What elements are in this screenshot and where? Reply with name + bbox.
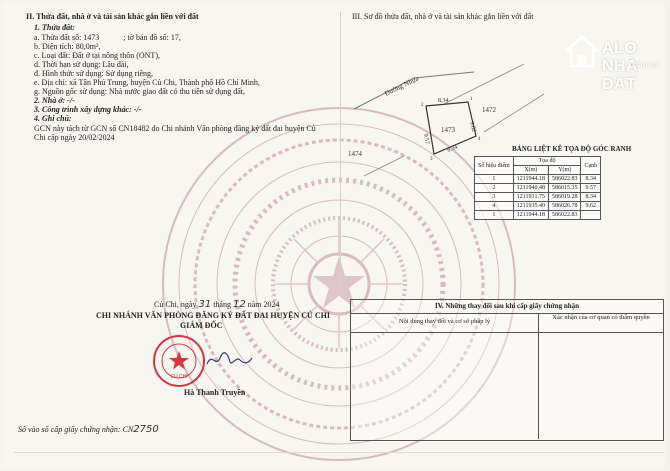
- changes-col-content: Nội dung thay đổi và cơ sở pháp lý: [398, 318, 491, 325]
- day-handwritten: 31: [198, 299, 212, 310]
- registry-label: Số vào sổ cấp giấy chứng nhận: CN: [18, 425, 134, 434]
- dimension-bottom: 8.34: [446, 144, 459, 154]
- year-text: năm 2024: [247, 300, 280, 309]
- notes-heading: 4. Ghi chú:: [34, 114, 72, 123]
- table-row: [475, 193, 601, 202]
- note-line-1: GCN này tách từ GCN số CN18482 do Chi nhánh Văn phòng đăng ký đất đai huyện Củ: [34, 124, 316, 133]
- watermark-domain: .com.vn: [630, 60, 659, 69]
- alonhadat-watermark-logo: [564, 30, 666, 93]
- neighbor-boundary: [444, 64, 524, 104]
- term-line: d. Thời hạn sử dụng: Lâu dài,: [34, 60, 129, 69]
- land-parcel-heading: 1. Thửa đất:: [34, 23, 76, 32]
- cell-edge: 8.34: [581, 193, 601, 202]
- director-title: GIÁM ĐỐC: [180, 321, 223, 330]
- cell-x: 1211944.18: [513, 175, 548, 184]
- changes-column-line: [538, 313, 539, 439]
- place-date-prefix: Củ Chi, ngày: [154, 300, 197, 309]
- col-coords: Tọa độ: [513, 157, 581, 166]
- road-edge: [414, 72, 474, 78]
- cell-x: 1211944.18: [513, 211, 548, 220]
- table-row: [475, 211, 601, 220]
- map-sheet-text: ; tờ bản đồ số: 17,: [123, 33, 181, 42]
- registry-number-line: [18, 425, 159, 435]
- cell-edge: 9.57: [581, 184, 601, 193]
- usage-form-line: đ. Hình thức sử dụng: Sử dụng riêng,: [34, 69, 154, 78]
- cell-y: 586019.28: [548, 193, 581, 202]
- coordinate-table-title: BẢNG LIỆT KÊ TỌA ĐỘ GÓC RANH: [512, 145, 632, 153]
- cell-point: 1: [475, 175, 514, 184]
- cell-point: 3: [475, 193, 514, 202]
- certificate-page: [4, 4, 666, 467]
- changes-section: [350, 299, 664, 441]
- table-row: [475, 175, 601, 184]
- signer-name: Hà Thanh Truyền: [184, 388, 246, 397]
- neighbor-boundary: [364, 156, 404, 176]
- col-x: X(m): [513, 166, 548, 175]
- cell-edge: [581, 211, 601, 220]
- house-icon: [564, 34, 600, 70]
- dimension-right: 9.62: [468, 120, 477, 133]
- origin-line: g. Nguồn gốc sử dụng: Nhà nước giao đất có thu tiền sử dụng đất,: [34, 87, 245, 96]
- parcel-number-value: 1473: [83, 33, 100, 42]
- dimension-left: 9.57: [422, 133, 430, 145]
- cell-y: 586022.83: [548, 211, 581, 220]
- cell-edge: 9.62: [581, 202, 601, 211]
- director-signature: [204, 346, 254, 372]
- house-line: 2. Nhà ở: -/-: [34, 96, 75, 105]
- road-label: Đường Nhựa: [383, 74, 420, 98]
- column-divider: [340, 12, 341, 292]
- month-handwritten: 12: [232, 299, 246, 310]
- land-type-line: c. Loại đất: Đất ở tại nông thôn (ONT),: [34, 51, 160, 60]
- neighbor-1474: 1474: [348, 150, 362, 158]
- corner-point-3: 3: [430, 157, 433, 162]
- cell-point: 4: [475, 202, 514, 211]
- dimension-top: 8.34: [438, 98, 449, 104]
- corner-point-4: 4: [478, 137, 481, 142]
- cell-point: 1: [475, 211, 514, 220]
- place-date-line: [154, 300, 279, 310]
- changes-title: IV. Những thay đổi sau khi cấp giấy chứng nhận: [434, 302, 580, 310]
- note-line-2: Chi cấp ngày 20/02/2024: [34, 133, 115, 142]
- parcel-number-label: 1473: [441, 126, 455, 134]
- address-line: e. Địa chỉ: xã Tân Phú Trung, huyện Củ Chi, Thành phố Hồ Chí Minh,: [34, 78, 260, 87]
- cell-y: 586026.78: [548, 202, 581, 211]
- parcel-number-label: a. Thửa đất số:: [34, 33, 84, 42]
- corner-point-1: 1: [470, 97, 473, 102]
- neighbor-1472: 1472: [482, 106, 496, 114]
- stamp-text: CỦ CHI: [170, 374, 188, 380]
- corner-point-2: 2: [421, 103, 424, 108]
- col-point: Số hiệu điểm: [475, 157, 514, 175]
- section-3-title: III. Sơ đồ thửa đất, nhà ở và tài sản khác gắn liền với đất: [352, 12, 534, 21]
- table-row: [475, 202, 601, 211]
- col-y: Y(m): [548, 166, 581, 175]
- cell-edge: 8.34: [581, 175, 601, 184]
- cell-point: 2: [475, 184, 514, 193]
- changes-col-confirmation: Xác nhận của cơ quan có thẩm quyền: [552, 314, 650, 321]
- watermark-name: ALO NHÀ ĐẤT: [602, 40, 639, 93]
- cell-x: 1211931.75: [513, 193, 548, 202]
- bottom-divider: [14, 452, 664, 453]
- registry-number-handwritten: 2750: [133, 424, 159, 435]
- changes-header-line: [351, 332, 663, 333]
- cell-x: 1211940.48: [513, 184, 548, 193]
- area-line: b. Diện tích: 80,0m²,: [34, 42, 101, 51]
- cell-y: 586022.83: [548, 175, 581, 184]
- month-word: tháng: [213, 300, 231, 309]
- red-seal-stamp: [152, 334, 206, 388]
- table-row: [475, 184, 601, 193]
- coordinate-table: [474, 156, 601, 220]
- cell-y: 586015.35: [548, 184, 581, 193]
- other-construction-line: 3. Công trình xây dựng khác: -/-: [34, 105, 142, 114]
- cell-x: 1211935.40: [513, 202, 548, 211]
- issuing-office: CHI NHÁNH VĂN PHÒNG ĐĂNG KÝ ĐẤT ĐAI HUYỆN CỦ CHI: [96, 311, 330, 320]
- col-edge: Cạnh: [581, 157, 601, 175]
- section-2-title: II. Thửa đất, nhà ở và tài sản khác gắn liền với đất: [26, 12, 199, 21]
